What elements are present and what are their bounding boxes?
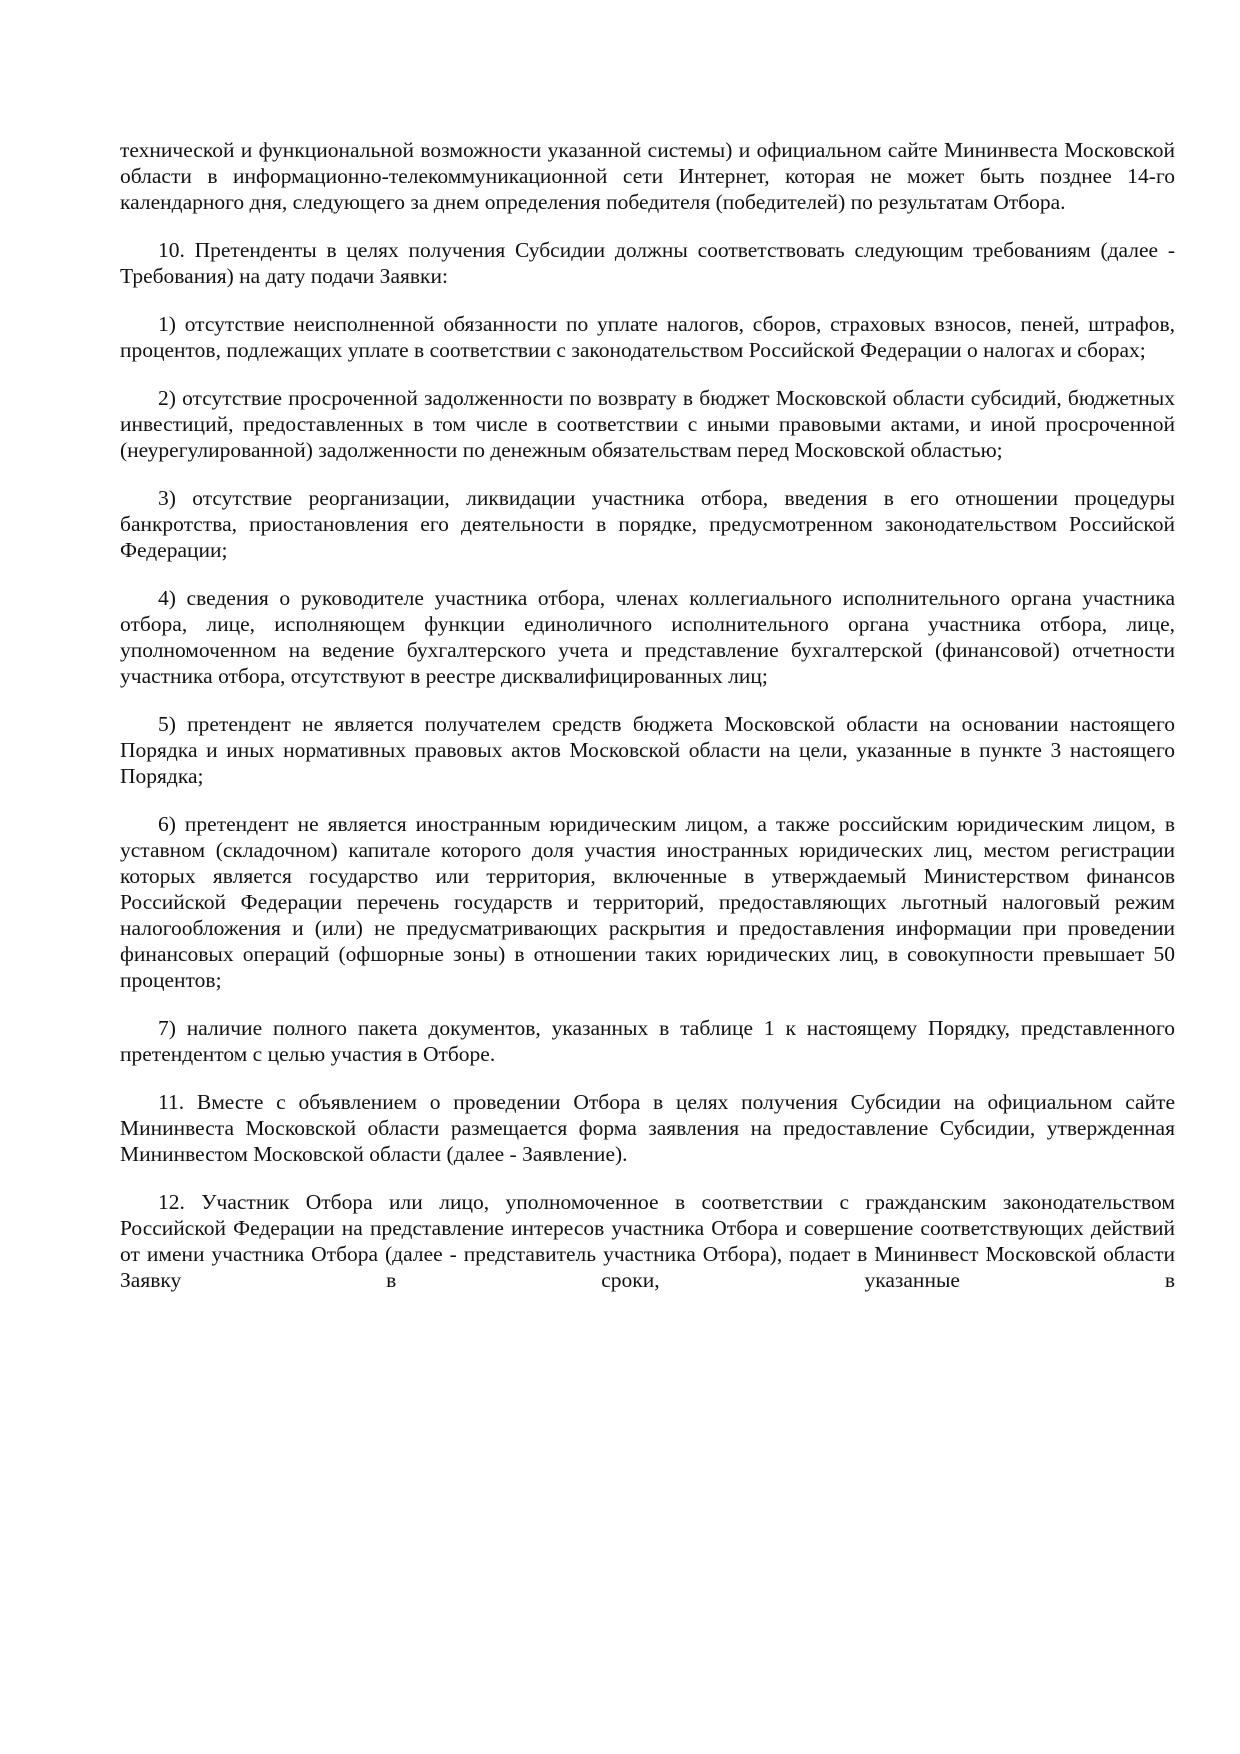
requirement-4: 4) сведения о руководителе участника отбора, членах коллегиального исполнительного органа участника отбора, лице, исполняющем функции единоличного исполнительного органа участника отбора, лице, уполномоченном на ведение бухгалтерского учета и представление бухгалтерской (финансовой) отчетности участника отбора, отсутствуют в реестре дисквалифицированных лиц; (120, 586, 1175, 688)
paragraph-10: 10. Претенденты в целях получения Субсидии должны соответствовать следующим требованиям (далее - Требования) на дату подачи Заявки: (120, 238, 1175, 288)
document-page (120, 137, 1175, 1315)
requirement-6: 6) претендент не является иностранным юридическим лицом, а также российским юридическим лицом, в уставном (складочном) капитале которого доля участия иностранных юридических лиц, местом регистрации которых является государство или территория, включенные в утверждаемый Министерством финансов Российской Федерации перечень государств и территорий, предоставляющих льготный налоговый режим налогообложения и (или) не предусматривающих раскрытия и предоставления информации при проведении финансовых операций (офшорные зоны) в отношении таких юридических лиц, в совокупности превышает 50 процентов; (120, 812, 1175, 992)
requirement-2: 2) отсутствие просроченной задолженности по возврату в бюджет Московской области субсидий, бюджетных инвестиций, предоставленных в том числе в соответствии с иными правовыми актами, и иной просроченной (неурегулированной) задолженности по денежным обязательствам перед Московской областью; (120, 386, 1175, 462)
paragraph-11: 11. Вместе с объявлением о проведении Отбора в целях получения Субсидии на официальном сайте Мининвеста Московской области размещается форма заявления на предоставление Субсидии, утвержденная Мининвестом Московской области (далее - Заявление). (120, 1090, 1175, 1166)
requirement-1: 1) отсутствие неисполненной обязанности по уплате налогов, сборов, страховых взносов, пеней, штрафов, процентов, подлежащих уплате в соответствии с законодательством Российской Федерации о налогах и сборах; (120, 312, 1175, 362)
paragraph-12: 12. Участник Отбора или лицо, уполномоченное в соответствии с гражданским законодательством Российской Федерации на представление интересов участника Отбора и совершение соответствующих действий от имени участника Отбора (далее - представитель участника Отбора), подает в Мининвест Московской области Заявку в сроки, указанные в (120, 1190, 1175, 1292)
requirement-5: 5) претендент не является получателем средств бюджета Московской области на основании настоящего Порядка и иных нормативных правовых актов Московской области на цели, указанные в пункте 3 настоящего Порядка; (120, 712, 1175, 788)
requirement-3: 3) отсутствие реорганизации, ликвидации участника отбора, введения в его отношении процедуры банкротства, приостановления его деятельности в порядке, предусмотренном законодательством Российской Федерации; (120, 486, 1175, 562)
paragraph-continuation: технической и функциональной возможности указанной системы) и официальном сайте Мининвеста Московской области в информационно-телекоммуникационной сети Интернет, которая не может быть позднее 14-го календарного дня, следующего за днем определения победителя (победителей) по результатам Отбора. (120, 138, 1175, 214)
requirement-7: 7) наличие полного пакета документов, указанных в таблице 1 к настоящему Порядку, представленного претендентом с целью участия в Отборе. (120, 1016, 1175, 1066)
